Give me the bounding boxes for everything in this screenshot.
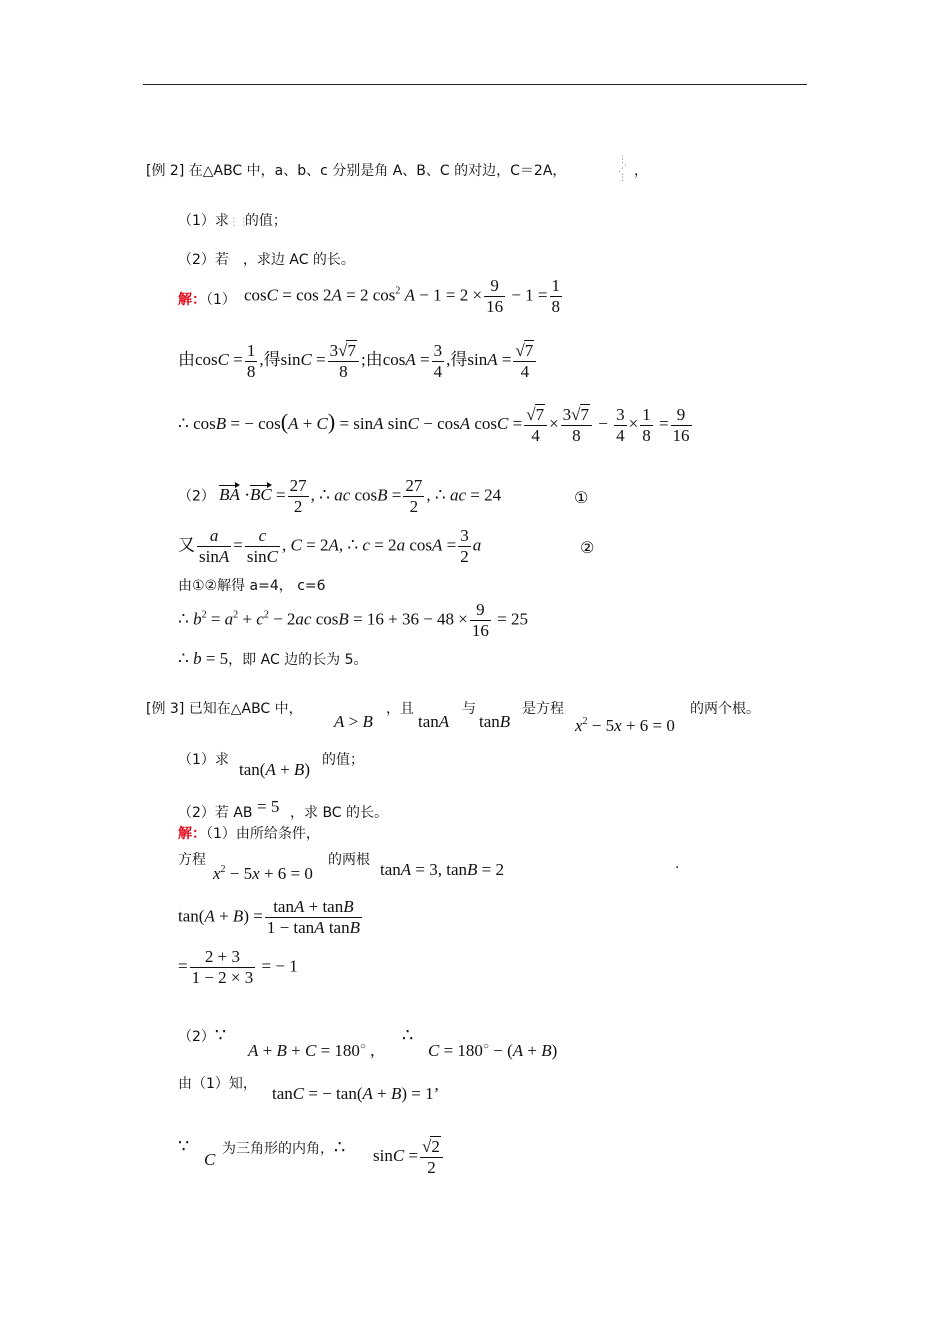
- math-angle-sum: A + B + C = 180○ ,: [248, 1041, 375, 1060]
- sol-part-1: （1）: [206, 292, 236, 308]
- math-C-expression: C = 180○ − (A + B): [428, 1041, 558, 1060]
- inner-angle-line: [222, 1139, 345, 1158]
- garbled-formula-image: ⁱ: [228, 257, 231, 267]
- sol-part-2: （2）: [178, 488, 215, 505]
- equation-cosB: ∴ cosB = − cos(A + C) = sinA sinC − cosA cosC = $\frac{√7}{4}$ × $\frac{3√7}{8}$ − $\frac{3}{4}$ × $\frac{1}{8}$ = $\frac{9}{16}$: [178, 404, 690, 445]
- header-rule: [143, 84, 807, 85]
- example-3-stem-c: 与: [462, 701, 476, 717]
- example-3-stem-a: 已知在△ABC 中，: [188, 701, 303, 717]
- q1-prefix: （1）求: [178, 213, 229, 229]
- text-you2: 又: [178, 535, 195, 555]
- sol-label-3: 解：: [178, 826, 206, 842]
- math-tanC: tanC = − tan(A + B) = 1’: [272, 1084, 440, 1103]
- equation-tan-sum-value: = $\frac{2 + 3}{1 - 2 \times 3}$ = − 1: [178, 947, 298, 987]
- math-A-gt-B: A > B: [334, 712, 373, 731]
- circled-two: ②: [580, 538, 595, 557]
- q2-suffix: ，求边 AC 的长。: [242, 252, 355, 268]
- because-symbol: ∵: [214, 1025, 227, 1046]
- equation-tan-sum: tan(A + B) = $\frac{\tan A + \tan B}{\text{1 − tanA tanB}}$: [178, 897, 360, 937]
- equation-law-of-sines: 又 $\frac{a}{\sin A}$ = $\frac{c}{\sin C}$ , C = 2A, ∴ c = 2a cosA = $\frac{3}{2}$ a: [178, 526, 482, 566]
- equation-cosC: cosC = cos 2A = 2 $\cos^2 A - 1 = 2$ × $\frac{9}{16}$ − 1 = $\frac{1}{8}$: [244, 276, 560, 316]
- final-answer-text: ，即 AC 边的长为 5。: [228, 652, 368, 668]
- equation-dot-product: （2） BA ⋅BC = $\frac{27}{2}$ , ∴ ac cosB = $\frac{27}{2}$ , ∴ ac = 24: [178, 476, 502, 516]
- therefore-symbol: ∴: [178, 413, 189, 433]
- example-2-q1: [178, 212, 287, 232]
- example-3-stem-d: 是方程: [522, 701, 564, 717]
- text-fangcheng: 方程: [178, 852, 206, 868]
- example-2-line: [146, 162, 566, 180]
- sol-part-1-text: （1）由所给条件，: [206, 826, 320, 842]
- garbled-formula-image: ⋮⋮: [228, 217, 249, 228]
- garbled-formula-image: ⋮ ⋰ ⋮: [618, 155, 627, 183]
- text-de-2: 得: [450, 349, 468, 369]
- example-2-label: [例 2]: [146, 163, 185, 179]
- example-3-stem-e: 的两个根。: [690, 701, 760, 717]
- math-sinC: sinC = $\frac{√2}{2}$: [373, 1136, 445, 1178]
- math-quadratic-2: $x^2 - 5x + 6 = 0$: [213, 864, 313, 883]
- example-3-q1-prefix: （1）求: [178, 752, 229, 768]
- math-quadratic: $x^2 - 5x + 6 = 0$: [575, 716, 675, 735]
- text-you: 由: [178, 349, 195, 369]
- example-3-stem-b: ，且: [386, 701, 414, 717]
- circled-one: ①: [574, 488, 589, 507]
- solution-label: [178, 291, 236, 309]
- math-tan-A-plus-B: tan(A + B): [239, 760, 310, 779]
- therefore-symbol-3: ∴: [402, 1025, 414, 1046]
- equation-b-result: ∴ b = 5，即 AC 边的长为 5。: [178, 649, 368, 668]
- sol-label: 解：: [178, 292, 206, 308]
- example-2-stem-end: ，: [634, 163, 648, 179]
- therefore-symbol-4: ∴: [334, 1137, 346, 1158]
- q2-prefix: （2）若: [178, 252, 229, 268]
- text-from-1: 由（1）知，: [178, 1076, 257, 1092]
- math-tanB: tanB: [479, 712, 511, 731]
- math-C: C: [204, 1150, 216, 1169]
- sol-part-2-3: （2）: [178, 1029, 215, 1045]
- math-tanA: tanA: [418, 712, 450, 731]
- solve-line: 由①②解得 a=4， c=6: [178, 578, 326, 594]
- math-root-values: tanA = 3, tanB = 2: [380, 860, 505, 879]
- example-3-solution-label: [178, 825, 320, 843]
- inner-angle-text: 为三角形的内角，: [222, 1141, 334, 1157]
- stray-dot: .: [675, 856, 680, 872]
- example-3-q2-suffix: ，求 BC 的长。: [290, 805, 389, 821]
- example-2-stem: 在△ABC 中，a、b、c 分别是角 A、B、C 的对边，C＝2A，: [188, 163, 567, 179]
- part-2-because-line: [178, 1027, 226, 1046]
- because-symbol-2: ∵: [178, 1136, 190, 1157]
- example-3-line: [146, 700, 303, 718]
- text-roots: 的两根: [328, 852, 370, 868]
- text-semi-you: ;由: [360, 349, 383, 369]
- math-eq-5: = 5: [257, 797, 280, 816]
- q1-suffix: 的值；: [244, 213, 287, 229]
- example-3-q1-suffix: 的值；: [322, 752, 364, 768]
- equation-sin-values: 由cosC = $\frac{1}{8}$ ,得sinC = $\frac{3√7}{8}$ ;由cosA = $\frac{3}{4}$ ,得sinA = $\frac{√7}{4}$: [178, 340, 538, 382]
- text-de: 得: [263, 349, 281, 369]
- example-3-label: [例 3]: [146, 701, 185, 717]
- example-2-q2: [178, 251, 355, 271]
- example-3-q2-prefix: （2）若 AB: [178, 805, 253, 821]
- equation-b-squared: ∴ $b^2 = a^2 + c^2 - 2ac$ cosB = 16 + 36 − 48 × $\frac{9}{16}$ = 25: [178, 600, 528, 640]
